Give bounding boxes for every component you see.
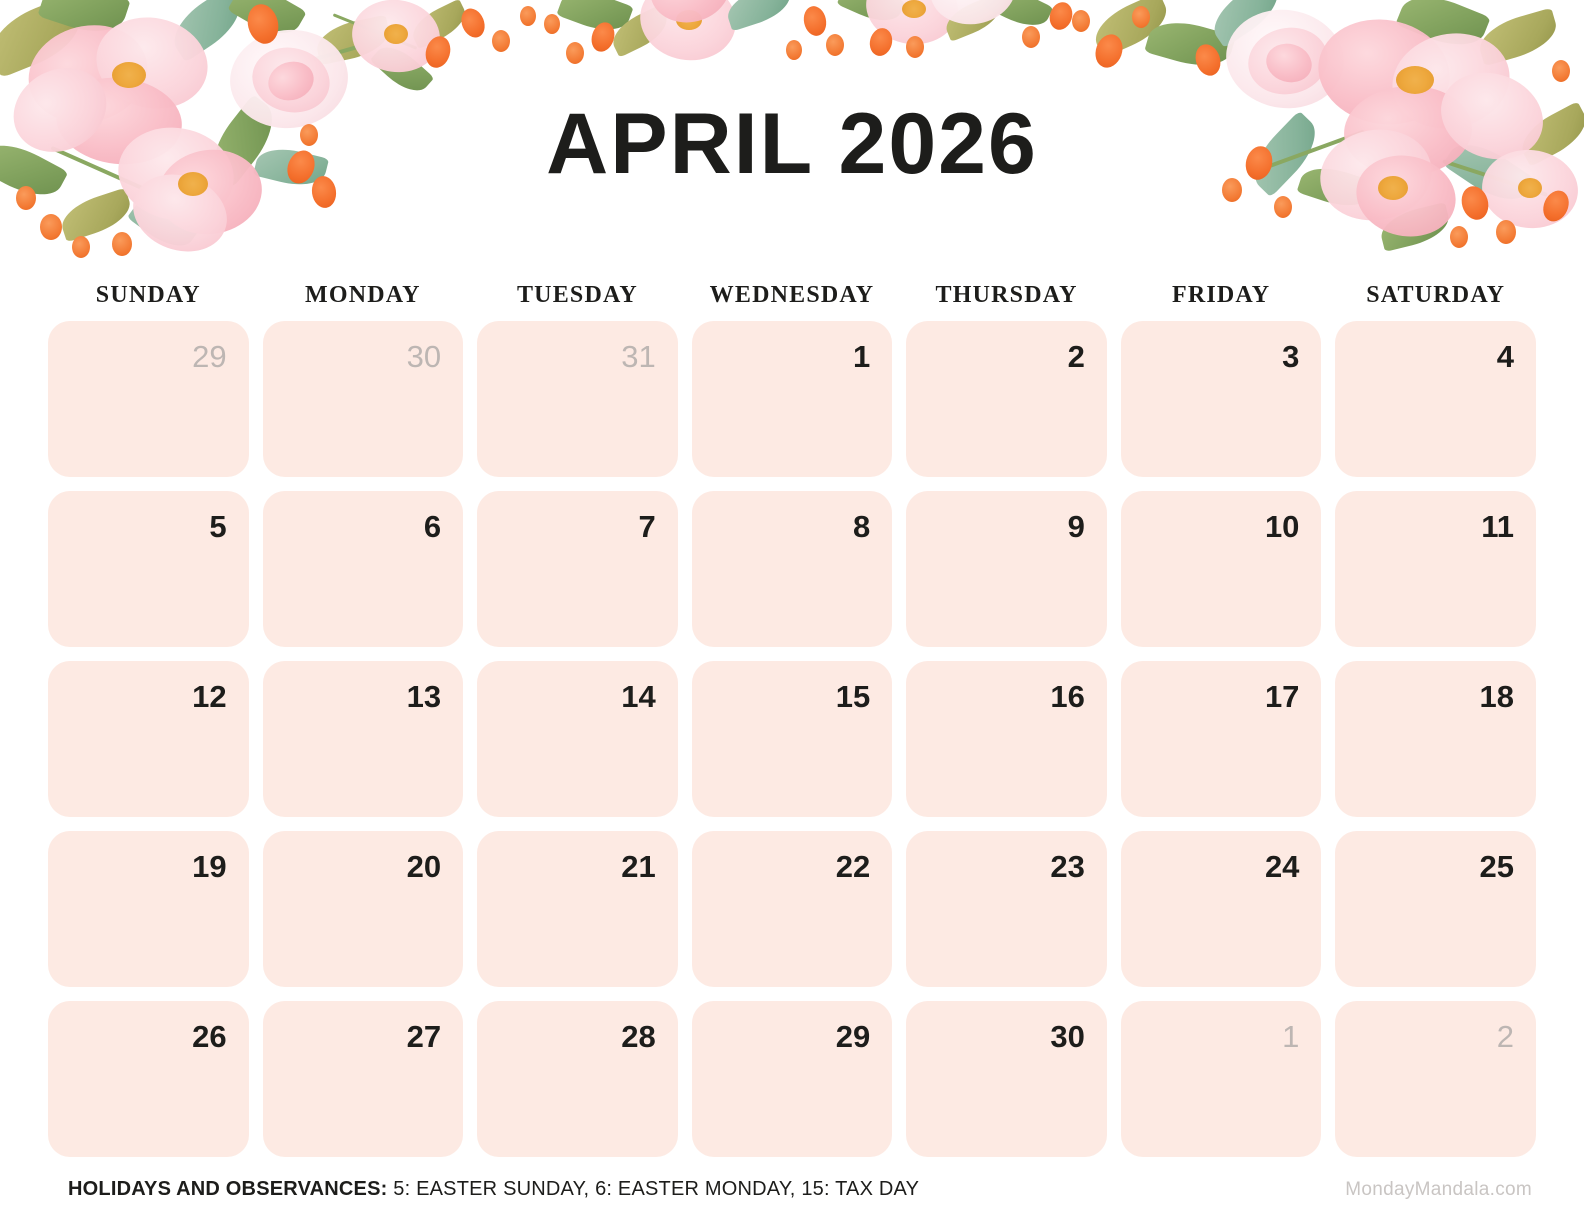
day-cell[interactable] <box>48 661 249 817</box>
calendar-grid <box>48 321 1536 1157</box>
day-number: 29 <box>835 1019 871 1054</box>
day-number: 7 <box>638 509 656 544</box>
day-cell[interactable] <box>1121 831 1322 987</box>
day-number: 17 <box>1264 679 1300 714</box>
weekday-label-saturday: SATURDAY <box>1366 282 1506 308</box>
day-cell[interactable] <box>1335 491 1536 647</box>
day-number: 3 <box>1282 339 1300 374</box>
day-number: 27 <box>406 1019 442 1054</box>
weekday-label-thursday: THURSDAY <box>935 282 1078 308</box>
day-number: 22 <box>835 849 871 884</box>
weekday-label-friday: FRIDAY <box>1171 282 1271 308</box>
day-number: 2 <box>1067 339 1085 374</box>
day-cell[interactable] <box>48 491 249 647</box>
day-number: 5 <box>209 509 227 544</box>
day-number: 30 <box>406 339 442 374</box>
day-cell[interactable] <box>906 831 1107 987</box>
day-cell[interactable] <box>1335 661 1536 817</box>
day-number: 31 <box>621 339 656 374</box>
day-number: 16 <box>1050 679 1085 714</box>
day-number: 20 <box>406 849 442 884</box>
day-number: 29 <box>192 339 227 374</box>
holidays-text: 5: EASTER SUNDAY, 6: EASTER MONDAY, 15: TAX DAY <box>387 1178 920 1200</box>
day-cell[interactable] <box>477 661 678 817</box>
day-cell[interactable] <box>692 491 893 647</box>
day-cell[interactable] <box>48 831 249 987</box>
day-number: 18 <box>1479 679 1514 714</box>
day-number: 1 <box>1282 1019 1300 1054</box>
holidays-and-observances <box>68 1178 919 1201</box>
weekday-label-monday: MONDAY <box>305 282 421 308</box>
day-cell[interactable] <box>477 321 678 477</box>
weekday-header-row <box>48 282 1536 309</box>
calendar <box>48 282 1536 1157</box>
day-number: 6 <box>423 509 442 544</box>
day-cell[interactable] <box>1335 1001 1536 1157</box>
day-number: 1 <box>853 339 871 374</box>
day-cell[interactable] <box>906 661 1107 817</box>
day-number: 24 <box>1264 849 1300 884</box>
day-number: 25 <box>1479 849 1514 884</box>
day-cell[interactable] <box>1121 321 1322 477</box>
day-cell[interactable] <box>906 321 1107 477</box>
day-number: 13 <box>406 679 442 714</box>
day-cell[interactable] <box>263 1001 464 1157</box>
day-cell[interactable] <box>477 491 678 647</box>
day-cell[interactable] <box>1335 321 1536 477</box>
day-number: 19 <box>192 849 227 884</box>
day-cell[interactable] <box>48 1001 249 1157</box>
day-cell[interactable] <box>1121 1001 1322 1157</box>
day-number: 4 <box>1496 339 1514 374</box>
day-cell[interactable] <box>477 831 678 987</box>
day-cell[interactable] <box>692 321 893 477</box>
day-number: 11 <box>1481 509 1514 544</box>
weekday-label-tuesday: TUESDAY <box>516 282 638 308</box>
day-cell[interactable] <box>477 1001 678 1157</box>
day-number: 10 <box>1264 509 1300 544</box>
day-cell[interactable] <box>1121 661 1322 817</box>
day-number: 28 <box>621 1019 656 1054</box>
site-credit: MondayMandala.com <box>1345 1179 1532 1200</box>
day-cell[interactable] <box>692 831 893 987</box>
day-number: 12 <box>192 679 227 714</box>
holidays-label: HOLIDAYS AND OBSERVANCES: <box>68 1178 388 1200</box>
day-number: 15 <box>835 679 871 714</box>
day-cell[interactable] <box>263 491 464 647</box>
day-cell[interactable] <box>692 1001 893 1157</box>
weekday-label-wednesday: WEDNESDAY <box>709 282 875 308</box>
day-number: 8 <box>853 509 871 544</box>
day-cell[interactable] <box>1121 491 1322 647</box>
page-title: APRIL 2026 <box>546 96 1038 192</box>
day-number: 14 <box>621 679 656 714</box>
day-cell[interactable] <box>263 661 464 817</box>
day-cell[interactable] <box>263 831 464 987</box>
day-cell[interactable] <box>906 491 1107 647</box>
day-number: 9 <box>1067 509 1085 544</box>
day-cell[interactable] <box>692 661 893 817</box>
day-number: 30 <box>1050 1019 1085 1054</box>
day-cell[interactable] <box>1335 831 1536 987</box>
day-number: 26 <box>192 1019 227 1054</box>
weekday-label-sunday: SUNDAY <box>95 282 201 308</box>
day-cell[interactable] <box>263 321 464 477</box>
day-cell[interactable] <box>48 321 249 477</box>
day-number: 21 <box>621 849 656 884</box>
day-cell[interactable] <box>906 1001 1107 1157</box>
day-number: 2 <box>1496 1019 1514 1054</box>
day-number: 23 <box>1050 849 1085 884</box>
